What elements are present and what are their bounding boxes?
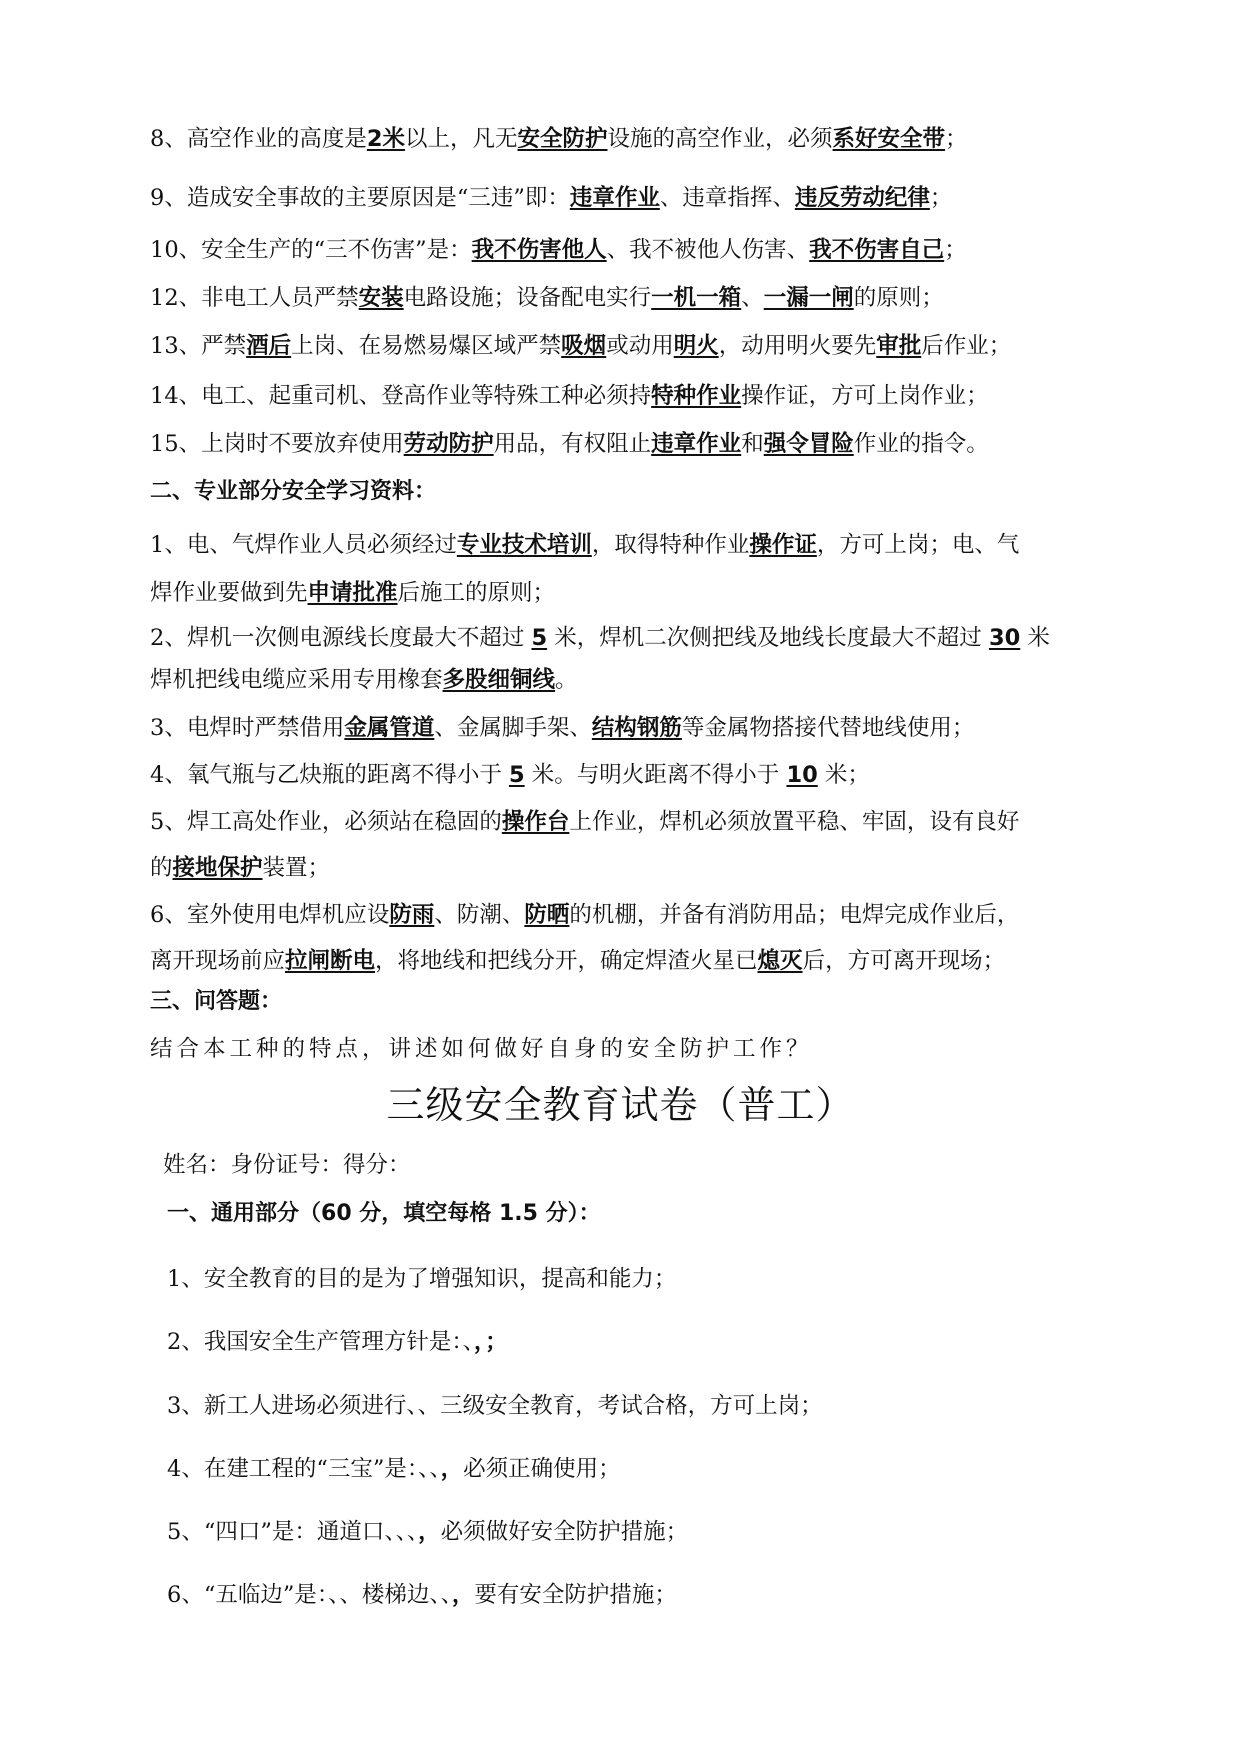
answer: 安装 xyxy=(358,285,404,311)
answer: 我不伤害自己 xyxy=(809,237,945,263)
question-3: 3、新工人进场必须进行、、三级安全教育，考试合格，方可上岗； xyxy=(167,1393,823,1419)
student-info: 姓名：身份证号：得分： xyxy=(163,1152,411,1178)
answer: 我不伤害他人 xyxy=(471,237,607,263)
exam-title: 三级安全教育试卷（普工） xyxy=(386,1083,855,1127)
answer: 金属管道 xyxy=(344,715,435,741)
para-2-line-2: 焊机把线电缆应采用专用橡套多股细铜线。 xyxy=(150,667,578,693)
item-12: 12、非电工人员严禁安装电路设施；设备配电实行一机一箱、一漏一闸的原则； xyxy=(150,285,944,311)
para-6-line-2: 离开现场前应拉闸断电，将地线和把线分开，确定焊渣火星已熄灭后，方可离开现场； xyxy=(150,948,1006,974)
section-heading-1: 一、通用部分（60 分，填空每格 1.5 分）： xyxy=(167,1201,601,1226)
para-5-line-2: 的接地保护装置； xyxy=(150,855,331,881)
answer: 强令冒险 xyxy=(763,431,854,457)
question-6: 6、“五临边”是：、、楼梯边、、，要有安全防护措施； xyxy=(167,1582,677,1608)
para-5-line-1: 5、焊工高处作业，必须站在稳固的操作台上作业，焊机必须放置平稳、牢固，设有良好 xyxy=(150,809,1020,835)
answer: 一机一箱 xyxy=(651,285,742,311)
item-15: 15、上岗时不要放弃使用劳动防护用品，有权阻止违章作业和强令冒险作业的指令。 xyxy=(150,431,989,457)
answer: 防雨 xyxy=(389,902,435,928)
answer: 劳动防护 xyxy=(403,431,494,457)
answer: 30 xyxy=(988,625,1021,651)
para-3: 3、电焊时严禁借用金属管道、金属脚手架、结构钢筋等金属物搭接代替地线使用； xyxy=(150,715,975,741)
answer: 操作证 xyxy=(749,532,817,558)
answer: 审批 xyxy=(876,333,922,359)
essay-question: 结合本工种的特点，讲述如何做好自身的安全防护工作？ xyxy=(150,1036,813,1062)
para-6-line-1: 6、室外使用电焊机应设防雨、防潮、防晒的机棚，并备有消防用品；电焊完成作业后， xyxy=(150,902,1020,928)
answer: 结构钢筋 xyxy=(591,715,682,741)
answer: 接地保护 xyxy=(172,855,263,881)
answer: 违章作业 xyxy=(651,431,742,457)
para-4: 4、氧气瓶与乙炔瓶的距离不得小于 5 米。与明火距离不得小于 10 米； xyxy=(150,762,870,788)
answer: 拉闸断电 xyxy=(285,948,376,974)
question-5: 5、“四口”是：通道口、、、，必须做好安全防护措施； xyxy=(167,1519,689,1545)
answer: 防晒 xyxy=(524,902,570,928)
question-2: 2、我国安全生产管理方针是：、，； xyxy=(167,1329,508,1355)
answer: 操作台 xyxy=(501,809,570,835)
answer: 申请批准 xyxy=(307,580,398,606)
answer: 特种作业 xyxy=(651,383,742,409)
answer: 违反劳动纪律 xyxy=(794,185,930,211)
question-1: 1、安全教育的目的是为了增强知识，提高和能力； xyxy=(167,1266,677,1292)
item-14: 14、电工、起重司机、登高作业等特殊工种必须持特种作业操作证，方可上岗作业； xyxy=(150,383,989,409)
para-1-line-1: 1、电、气焊作业人员必须经过专业技术培训，取得特种作业操作证，方可上岗；电、气 xyxy=(150,532,1020,558)
section-heading-2: 二、专业部分安全学习资料： xyxy=(150,479,437,504)
item-10: 10、安全生产的“三不伤害”是：我不伤害他人、我不被他人伤害、我不伤害自己； xyxy=(150,237,967,263)
answer: 酒后 xyxy=(246,333,292,359)
answer: 熄灭 xyxy=(757,948,803,974)
para-1-line-2: 焊作业要做到先申请批准后施工的原则； xyxy=(150,580,556,606)
item-8: 8、高空作业的高度是2米以上，凡无安全防护设施的高空作业，必须系好安全带； xyxy=(150,126,968,152)
answer: 系好安全带 xyxy=(832,126,946,152)
question-4: 4、在建工程的“三宝”是：、、，必须正确使用； xyxy=(167,1456,621,1482)
para-2-line-1: 2、焊机一次侧电源线长度最大不超过 5 米，焊机二次侧把线及地线长度最大不超过 30 米 xyxy=(150,625,1050,651)
answer: 2米 xyxy=(366,126,405,152)
answer: 明火 xyxy=(673,333,719,359)
answer: 一漏一闸 xyxy=(763,285,854,311)
answer: 5 xyxy=(531,625,548,651)
answer: 违章作业 xyxy=(569,185,660,211)
item-9: 9、造成安全事故的主要原因是“三违”即：违章作业、违章指挥、违反劳动纪律； xyxy=(150,185,953,211)
answer: 专业技术培训 xyxy=(456,532,592,558)
answer: 安全防护 xyxy=(517,126,608,152)
section-heading-3: 三、问答题： xyxy=(150,989,283,1014)
answer: 5 xyxy=(508,762,525,788)
answer: 多股细铜线 xyxy=(442,667,556,693)
answer: 吸烟 xyxy=(561,333,607,359)
answer: 10 xyxy=(786,762,818,788)
item-13: 13、严禁酒后上岗、在易燃易爆区域严禁吸烟或动用明火，动用明火要先审批后作业； xyxy=(150,333,1012,359)
